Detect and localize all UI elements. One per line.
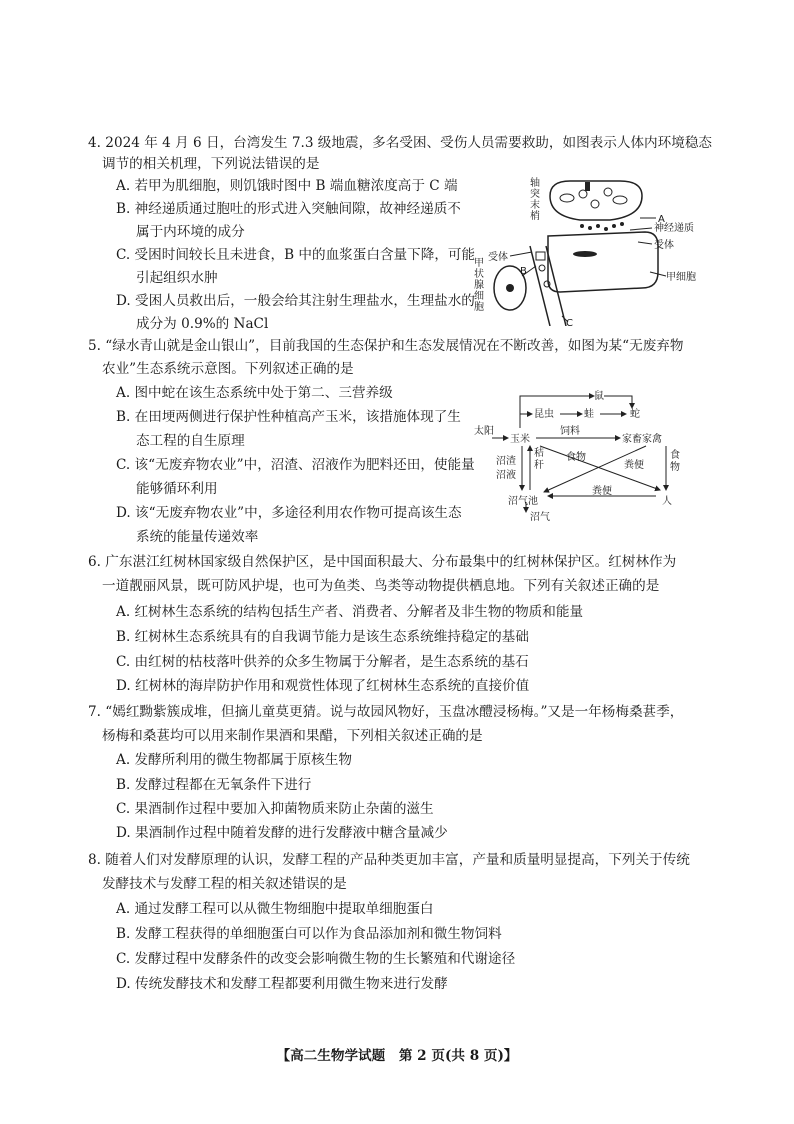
q5-fig-food1: 食物 xyxy=(566,452,586,463)
q4-option-b-line1[interactable]: B. 神经递质通过胞吐的形式进入突触间隙，故神经递质不 xyxy=(116,201,461,217)
q5-fig-straw-char1: 秸 xyxy=(534,448,544,459)
q7-option-d[interactable]: D. 果酒制作过程中随着发酵的进行发酵液中糖含量减少 xyxy=(116,825,448,841)
q5-fig-slag: 沼渣 xyxy=(496,456,516,467)
q4-fig-receptor-left: 受体 xyxy=(488,252,508,263)
q4-fig-label-c: C xyxy=(566,318,573,326)
q5-fig-feed: 饲料 xyxy=(560,426,580,437)
q6-option-d[interactable]: D. 红树林的海岸防护作用和观赏性体现了红树林生态系统的直接价值 xyxy=(116,678,530,694)
q5-fig-snake: 蛇 xyxy=(630,409,640,420)
q5-fig-sun: 太阳 xyxy=(474,426,494,437)
q5-fig-food2-char1: 食 xyxy=(670,450,680,461)
q4-fig-thyroid-char5: 胞 xyxy=(474,302,484,313)
q4-fig-receptor-right: 受体 xyxy=(654,240,674,251)
q5-fig-mouse: 鼠 xyxy=(594,391,604,402)
q5-fig-biogas-pool: 沼气池 xyxy=(508,496,538,507)
q4-fig-axon-char1: 轴 xyxy=(530,178,540,189)
q8-option-c[interactable]: C. 发酵过程中发酵条件的改变会影响微生物的生长繁殖和代谢途径 xyxy=(116,951,516,967)
q7-stem-line1: 7. “嫣红黝紫簇成堆，但摘儿童莫更猜。说与故园风物好，玉盘冰醴浸杨梅。”又是一年杨梅桑葚季， xyxy=(88,704,684,720)
q4-option-a[interactable]: A. 若甲为肌细胞，则饥饿时图中 B 端血糖浓度高于 C 端 xyxy=(116,178,458,194)
q6-stem-line1: 6. 广东湛江红树林国家级自然保护区，是中国面积最大、分布最集中的红树林保护区。红树林作为 xyxy=(88,554,677,570)
q5-fig-food2-char2: 物 xyxy=(670,462,680,473)
q8-option-a[interactable]: A. 通过发酵工程可以从微生物细胞中提取单细胞蛋白 xyxy=(116,901,434,917)
q5-fig-biogas: 沼气 xyxy=(530,512,550,523)
q5-option-a[interactable]: A. 图中蛇在该生态系统中处于第二、三营养级 xyxy=(116,385,393,401)
q5-option-c-line2[interactable]: 能够循环利用 xyxy=(136,481,218,497)
q5-option-c-line1[interactable]: C. 该“无废弃物农业”中，沼渣、沼液作为肥料还田，使能量 xyxy=(116,457,475,473)
q5-option-b-line2[interactable]: 态工程的自生原理 xyxy=(136,433,245,449)
q4-fig-axon-char2: 突 xyxy=(530,189,540,200)
q4-option-b-line2[interactable]: 属于内环境的成分 xyxy=(136,224,245,240)
q5-fig-straw-char2: 秆 xyxy=(534,460,544,471)
q7-option-b[interactable]: B. 发酵过程都在无氧条件下进行 xyxy=(116,777,312,793)
q5-option-d-line1[interactable]: D. 该“无废弃物农业”中，多途径利用农作物可提高该生态 xyxy=(116,505,462,521)
q5-fig-manure1: 粪便 xyxy=(624,460,644,471)
q4-fig-axon-char4: 梢 xyxy=(530,211,540,222)
q4-fig-thyroid-char4: 细 xyxy=(474,291,484,302)
q5-fig-manure2: 粪便 xyxy=(592,486,612,497)
q5-option-b-line1[interactable]: B. 在田埂两侧进行保护性种植高产玉米，该措施体现了生 xyxy=(116,409,461,425)
q4-fig-thyroid-char1: 甲 xyxy=(474,258,484,269)
q5-figure xyxy=(474,386,694,526)
q8-option-d[interactable]: D. 传统发酵技术和发酵工程都要利用微生物来进行发酵 xyxy=(116,976,448,992)
q4-figure xyxy=(470,176,730,326)
q5-option-d-line2[interactable]: 系统的能量传递效率 xyxy=(136,529,259,545)
q5-stem-line2: 农业”生态系统示意图。下列叙述正确的是 xyxy=(102,361,354,377)
q5-stem-line1: 5. “绿水青山就是金山银山”，目前我国的生态保护和生态发展情况在不断改善，如图为某“无废弃物 xyxy=(88,338,684,354)
q6-option-b[interactable]: B. 红树林生态系统具有的自我调节能力是该生态系统维持稳定的基础 xyxy=(116,629,529,645)
q4-fig-label-a: A xyxy=(658,214,665,225)
q4-option-d-line2[interactable]: 成分为 0.9%的 NaCl xyxy=(136,316,269,332)
q5-fig-liquid: 沼液 xyxy=(496,470,516,481)
q6-option-c[interactable]: C. 由红树的枯枝落叶供养的众多生物属于分解者，是生态系统的基石 xyxy=(116,654,529,670)
q4-fig-neurotransmitter: 神经递质 xyxy=(654,223,694,234)
q7-option-a[interactable]: A. 发酵所利用的微生物都属于原核生物 xyxy=(116,752,352,768)
q8-stem-line1: 8. 随着人们对发酵原理的认识，发酵工程的产品种类更加丰富，产量和质量明显提高，下列关于传统 xyxy=(88,852,690,868)
q5-fig-insect: 昆虫 xyxy=(534,409,554,420)
q7-option-c[interactable]: C. 果酒制作过程中要加入抑菌物质来防止杂菌的滋生 xyxy=(116,801,434,817)
q5-fig-livestock: 家畜家禽 xyxy=(622,434,662,445)
q4-fig-axon-char3: 末 xyxy=(530,200,540,211)
q4-option-c-line1[interactable]: C. 受困时间较长且未进食，B 中的血浆蛋白含量下降，可能 xyxy=(116,247,476,263)
q4-option-d-line1[interactable]: D. 受困人员救出后，一般会给其注射生理盐水，生理盐水的 xyxy=(116,293,475,309)
q5-fig-corn: 玉米 xyxy=(510,434,530,445)
q8-stem-line2: 发酵技术与发酵工程的相关叙述错误的是 xyxy=(102,876,347,892)
q4-stem-line2: 调节的相关机理，下列说法错误的是 xyxy=(102,156,320,172)
q8-option-b[interactable]: B. 发酵工程获得的单细胞蛋白可以作为食品添加剂和微生物饲料 xyxy=(116,926,502,942)
q5-fig-frog: 蛙 xyxy=(584,409,594,420)
q4-fig-label-b: B xyxy=(520,266,527,277)
q4-fig-thyroid-char2: 状 xyxy=(474,269,484,280)
q7-stem-line2: 杨梅和桑葚均可以用来制作果酒和果醋，下列相关叙述正确的是 xyxy=(102,728,483,744)
q6-option-a[interactable]: A. 红树林生态系统的结构包括生产者、消费者、分解者及非生物的物质和能量 xyxy=(116,604,584,620)
q6-stem-line2: 一道靓丽风景，既可防风护堤，也可为鱼类、鸟类等动物提供栖息地。下列有关叙述正确的是 xyxy=(102,578,660,594)
q4-stem-line1: 4. 2024 年 4 月 6 日，台湾发生 7.3 级地震，多名受困、受伤人员需要救助，如图表示人体内环境稳态 xyxy=(88,135,713,151)
q4-option-c-line2[interactable]: 引起组织水肿 xyxy=(136,270,218,286)
q4-fig-thyroid-char3: 腺 xyxy=(474,280,484,291)
q5-fig-human: 人 xyxy=(662,496,672,507)
q4-fig-cell-jia: 甲细胞 xyxy=(666,272,696,283)
page-footer: 【高二生物学试题 第 2 页(共 8 页)】 xyxy=(276,1048,518,1064)
